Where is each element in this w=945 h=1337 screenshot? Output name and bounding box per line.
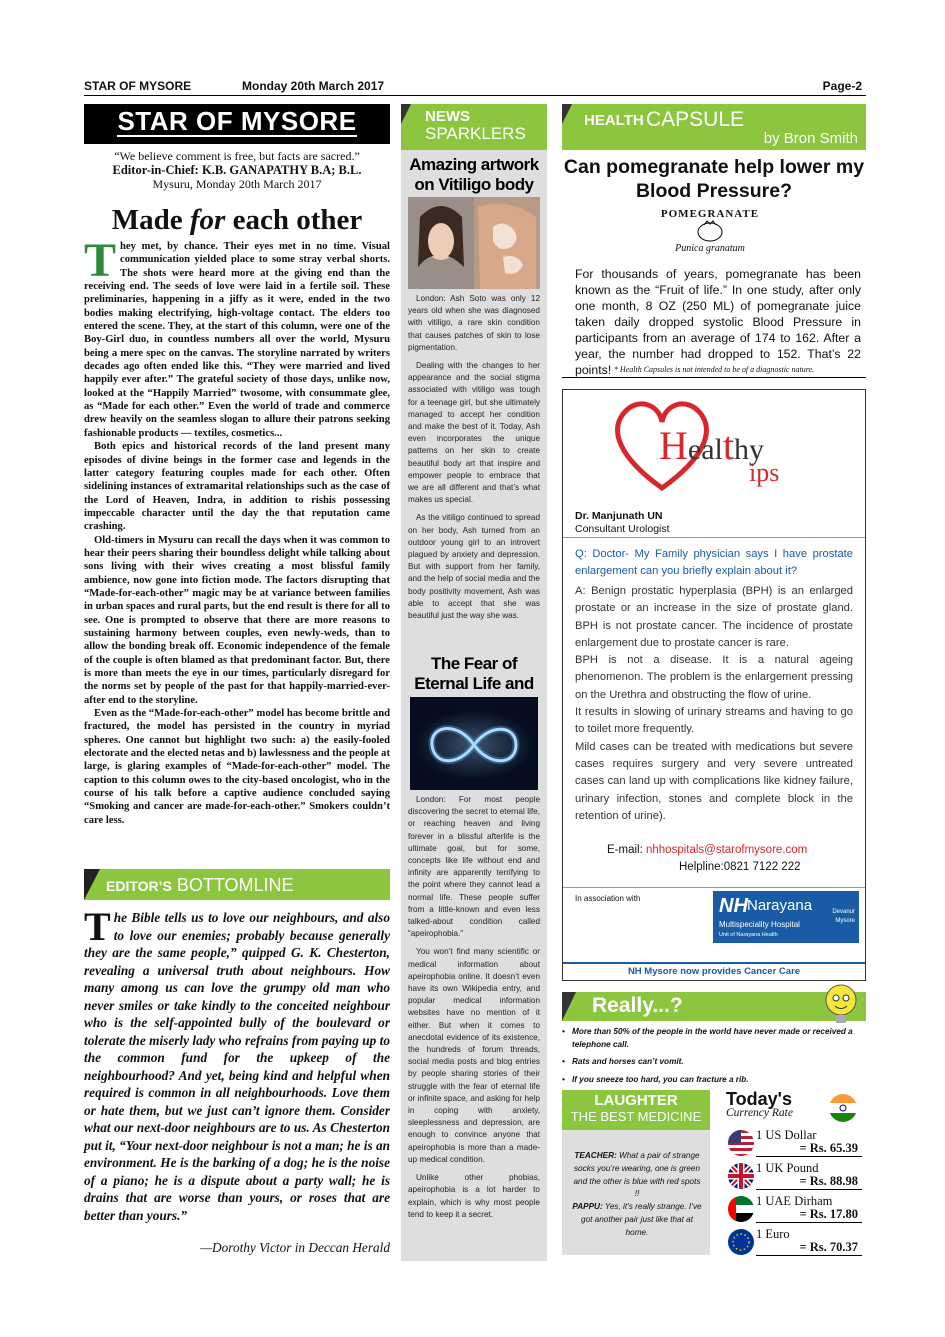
- dropcap: T: [84, 904, 111, 949]
- currency-rate-box: [722, 1090, 866, 1258]
- list-item: • If you sneeze too hard, you can fracture a rib.: [562, 1074, 866, 1087]
- editorial-body: They met, by chance. Their eyes met in no time. Visual communication yielded place to some stray verbal shorts. The shots were heard more at the giving end than the receiving end. The seeds of love were laid in a fertile soil. These preliminaries, happening in a jiffy as it were, ended in the two bodies making electrifying, high-voltage contact. The elders too entered the scene. They, at the start of this column, were one of the Boy-Girl duo, in countless numbers all over the world, Mysuru being a mere spec on the canvas. The storyline narrated by writers decades ago often ended like this. “They were married and lived happily ever after.” The grateful society of those days, unlike now, looked at the “Happily Married” twosome, with consummate glee, as “Made for each other.” Even the world of trade and commerce drew heavily on the seamless slogan to allure their patrons seeking fashionable products — textiles, cosmetics... Both epics and historical records of the land present many episodes of divine beings in the former case and legends in the latter category featuring couples made for each other. Often sidelining instances of extramarital relationships such as the case of the Lord of Heaven, Indra, in addition to rishis possessing impeccable character until the day the that reputation came crashing. Old-timers in Mysuru can recall the days when it was common to hear their peers sharing their boundless delight while talking about sons living with their wives creating a most blissful family ambience, now gone into fiction mode. The factors disrupting that “Made-for-each-other” magic may be at variance between families in urban spaces and rural parts, but the end result is there for all to see. One is prompted to observe that there are more reasons to sustaining harmony between couples, even newly-weds, than to allow the bonding break off. Economic independence of the female of the couple is often blamed as that predominant factor. But, there is more than meets the eye in our times, particularly disregard for the norms set by people of the past for that happily-married-ever-after end to the storyline. Even as the “Made-for-each-other” model has become brittle and fractured, the model has persisted in the country in myriad spheres. One cannot but highlight two such: a) the easily-fooled electorate and the elected netas and b) lawlessness and the people at large, is glaring examples of “Made-for-each-other” model. The caption to this column owes to the city-based oncologist, who in the course of his talk before a captive audience concluded saying “Smoking and cancer are made-for-each-other.” Smokers couldn’t care less.: [84, 234, 390, 826]
- tips-logo: Healthy: [659, 423, 764, 468]
- tips-email: E-mail: nhhospitals@starofmysore.com: [607, 844, 808, 856]
- laughter-banner: LAUGHTER THE BEST MEDICINE: [562, 1090, 710, 1130]
- dropcap: T: [84, 234, 117, 287]
- bottomline-body: The Bible tells us to love our neighbours, and also to love our enemies; probably because generally they are the same people,” quipped G. K. Chesterton, revealing a universal truth about neighbours. How many among us can love the grumpy old man who never smiles or take kindly to the conceited neighbour who is the self-appointed bully of the boulevard or tolerate the miserly lady who refrains from paying up to the common fund for the upkeep of the neighbourhood? And yet, being kind and helpful when required is common in all neighbourhoods. Love them or hate them, but we just can’t ignore them. Consider what our next-door neighbours are to us. As Chesterton put it, “Your next-door neighbour is not a man; he is an environment. He is the barking of a dog; he is the noise of a piano; he is a dispute about a party wall; he is drains that are worse than yours, or roses that are better than yours.”: [84, 904, 390, 1223]
- editorial-paragraph: Old-timers in Mysuru can recall the days when it was common to hear their peers sharing their boundless delight while talking about sons living with their wives creating a most blissful family ambience, now gone into fiction mode. The factors disrupting that “Made-for-each-other” magic may be at variance between families in urban spaces and rural parts, but the end result is there for all to see. One is prompted to observe that there are more reasons to sustaining harmony between couples, even newly-weds, than to allow the bonding break off. Economic independence of the female of the couple is often blamed as that predominant factor. But, there is more than meets the eye in our times, particularly disregard for the norms set by people of the past for that happily-married-ever-after end to the storyline.: [84, 534, 390, 706]
- currency-row: 1 UAE Dirham = Rs. 17.80: [722, 1194, 862, 1226]
- health-text: For thousands of years, pomegranate has been known as the “Fruit of life.” In one study, after only one month, 8 OZ (250 ML) of pomegranate juice taken daily dropped systolic Blood Pressure in participants from an average of 174 to 162. After a year, the number had dropped to 152. That’s 22 points!: [575, 267, 861, 377]
- masthead-info: [84, 149, 390, 191]
- currency-row: 1 Euro = Rs. 70.37: [722, 1227, 862, 1259]
- divider: [563, 887, 865, 888]
- india-flag-icon: [828, 1093, 858, 1123]
- lightbulb-icon: [818, 981, 864, 1027]
- list-item: • More than 50% of the people in the world have never made or received a telephone call.: [562, 1026, 866, 1051]
- header-page-number: Page-2: [822, 79, 862, 93]
- tips-footer: NH Mysore now provides Cancer Care: [563, 962, 865, 980]
- currency-title: Today's: [726, 1089, 792, 1109]
- narayana-logo: NH Narayana Multispeciality Hospital Unit of Narayana Health Devanur Mysore: [713, 891, 859, 943]
- story-text: London: For most people discovering the secret to eternal life, or reaching heaven and living forever in a blissful afterlife is the ultimate goal, but for some, concepts like life without end and infinity are apparently terrifying to the point where they cannot lead a normal life. These people suffer from a little-known and even less talked-about condition called “apeirophobia.” You won’t find many scientific or medical information about apeirophobia online. It doesn’t even have its own Wikipedia entry, and popular medical information websites have no mention of it either. But when it comes to anecdotal evidence of its existence, the hundreds of forum threads, social media posts and blog entries by people sharing stories of their struggle with the fear of eternal life or infinite space, and asking for help in coping with anxiety, sleeplessness and depression, are enough to convince anyone that apeirophobia is more than a made-up medical condition. Unlike other phobias, apeirophobia is a lot harder to explain, which is why most people tend to keep it a secret.: [408, 795, 540, 1219]
- laughter-joke: TEACHER: What a pair of strange socks you’re wearing, one is green and the other is blue with red spots !! PAPPU: Yes, it’s really strange. I’ve got another pair just like that at home.: [572, 1151, 702, 1237]
- health-capsule-banner: HEALTH CAPSULE by Bron Smith: [562, 104, 866, 150]
- editorial-paragraph: Even as the “Made-for-each-other” model has become brittle and fractured, the model has persisted in the country in myriad spheres. One cannot but highlight two such: a) the easily-fooled electorate and the elected netas and b) lawlessness and the people at large, is glaring examples of “Made-for-each-other” model. The caption to this column owes to the city-based oncologist, who in the course of his talk before a captive audience concluded saying “Smoking and cancer are made-for-each-other.” Smokers couldn’t care less.: [84, 708, 390, 826]
- email-link[interactable]: nhhospitals@starofmysore.com: [645, 844, 808, 856]
- tips-question: Q: Doctor- My Family physician says I have prostate enlargement can you briefly explain about it?: [575, 548, 853, 578]
- currency-row: 1 US Dollar = Rs. 65.39: [722, 1128, 862, 1160]
- eu-flag-icon: [728, 1229, 754, 1255]
- health-note: * Health Capsules is not intended to be of a diagnostic nature.: [613, 365, 815, 374]
- divider: [563, 537, 865, 538]
- editorial-headline: Made for each other: [111, 204, 363, 236]
- story-title: Amazing artwork on Vitiligo body: [409, 155, 539, 194]
- doctor-name: Dr. Manjunath UN: [575, 510, 663, 522]
- dateline: Mysuru, Monday 20th March 2017: [152, 177, 322, 191]
- page-header: [84, 78, 866, 96]
- header-paper-name: STAR OF MYSORE: [84, 79, 192, 93]
- uk-flag-icon: [728, 1163, 754, 1189]
- divider: [562, 377, 866, 378]
- pomegranate-icon: [690, 220, 730, 242]
- list-item: • Rats and horses can’t vomit.: [562, 1056, 866, 1069]
- infinity-icon: [410, 697, 538, 790]
- motto: “We believe comment is free, but facts are sacred.”: [114, 149, 360, 163]
- really-banner: Really...?: [562, 992, 866, 1021]
- infinity-photo: [410, 697, 538, 790]
- currency-row: 1 UK Pound = Rs. 88.98: [722, 1161, 862, 1193]
- health-title: Can pomegranate help lower my Blood Pressure?: [563, 156, 865, 202]
- tips-answer: A: Benign prostatic hyperplasia (BPH) is an enlarged prostate or an increase in the size of prostate gland. BPH is not prostate cancer. The incidence of prostate enlargement due to prostate cancer is rare. BPH is not a disease. It is a natural ageing phenomenon. The problem is the enlargement pressing on the Urethra and obstructing the flow of urine. It results in slowing of urinary streams and having to go to toilet more frequently. Mild cases can be treated with medications but severe cases requires surgery and very severe untreated cases can land up with complications like kidney failure, urinary infection, stones and complete block in the retention of urine).: [575, 585, 853, 822]
- vitiligo-photo: [408, 197, 540, 289]
- pomegranate-logo: POMEGRANATE Punica granatum: [660, 208, 760, 254]
- header-date: Monday 20th March 2017: [242, 79, 385, 93]
- doctor-role: Consultant Urologist: [575, 523, 670, 535]
- editorial-paragraph: Both epics and historical records of the land present many episodes of divine beings in the former case and legends in the latter category featuring couples made for each other. Often sidelining instances of extramarital relationships such as the case of the Lord of Heaven, Indra, in addition to rishis possessing impeccable character until the day the that reputation came crashing.: [84, 441, 390, 533]
- uae-flag-icon: [728, 1196, 754, 1222]
- currency-subtitle: Currency Rate: [726, 1107, 793, 1119]
- masthead-title: STAR OF MYSORE: [117, 106, 357, 136]
- bottomline-banner: EDITOR’S BOTTOMLINE: [84, 869, 390, 900]
- masthead: [84, 104, 390, 144]
- story-title: The Fear of Eternal Life and: [414, 654, 534, 693]
- editor-in-chief: Editor-in-Chief: K.B. GANAPATHY B.A; B.L.: [112, 163, 362, 177]
- story-text: London: Ash Soto was only 12 years old when she was diagnosed with vitiligo, a rare skin condition that causes patches of skin to lose pigmentation. Dealing with the changes to her appearance and the social stigma associated with vitiligo was tough for a teenage girl, but she ultimately managed to accept her condition and make the best of it. Today, Ash even incorporates the unique patterns on her skin to create beautiful body art that inspire and empower people to embrace that we are all different and that’s what makes us special. As the vitiligo continued to spread on her body, Ash turned from an outdoor young girl to an introvert plagued by anxiety and depression. But with support from her family, and the help of social media and the body positivity movement, Ash was able to accept that she was beautiful just the way she was.: [408, 294, 540, 621]
- laughter-box: [562, 1090, 710, 1255]
- really-list: [562, 1026, 866, 1091]
- tips-logo-ips: ips: [749, 458, 780, 487]
- news-sparklers-banner: NEWS SPARKLERS: [401, 104, 547, 150]
- healthy-tips-box: [562, 389, 866, 981]
- tips-helpline: Helpline:0821 7122 222: [679, 861, 801, 873]
- vitiligo-photo-icon: [408, 197, 540, 289]
- us-flag-icon: [728, 1130, 754, 1156]
- assoc-label: In association with: [575, 894, 641, 903]
- bottomline-signature: —Dorothy Victor in Deccan Herald: [200, 1240, 390, 1255]
